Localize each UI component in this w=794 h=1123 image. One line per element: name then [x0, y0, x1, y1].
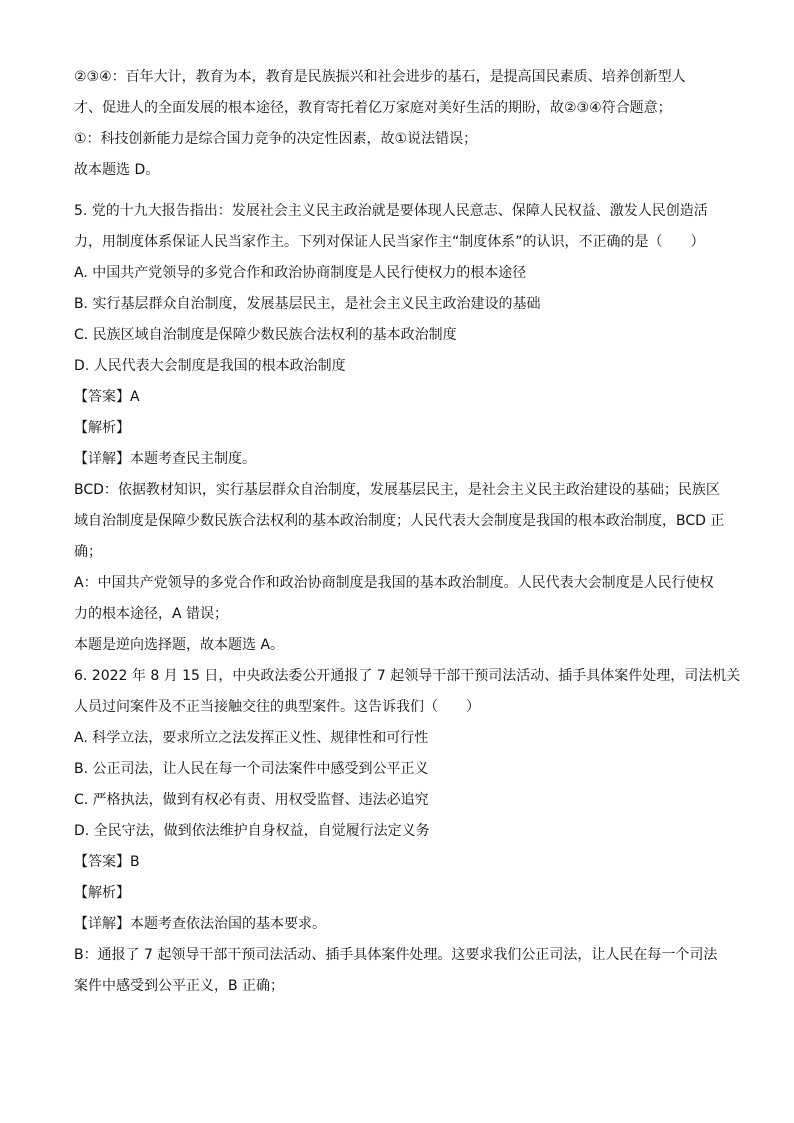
question-stem-line: 人员过问案件及不正当接触交往的典型案件。这告诉我们（ ）	[74, 699, 480, 715]
detail-label: 【详解】本题考查民主制度。	[74, 451, 256, 467]
explanation-line: 才、促进人的全面发展的根本途径，教育寄托着亿万家庭对美好生活的期盼，故②③④符合题意；	[74, 100, 672, 116]
question-stem-line: 5. 党的十九大报告指出：发展社会主义民主政治就是要体现人民意志、保障人民权益、激发人民创造活	[74, 203, 708, 219]
option-c: C. 严格执法，做到有权必有责、用权受监督、违法必追究	[74, 792, 429, 808]
explanation-line: A：中国共产党领导的多党合作和政治协商制度是我国的基本政治制度。人民代表大会制度是人民行使权	[74, 575, 714, 591]
question-5	[74, 196, 724, 661]
explanation-line: 本题是逆向选择题，故本题选 A。	[74, 637, 285, 653]
option-b: B. 实行基层群众自治制度，发展基层民主，是社会主义民主政治建设的基础	[74, 296, 541, 312]
analysis-label: 【解析】	[74, 420, 130, 436]
explanation-line: 确；	[74, 544, 102, 560]
question-stem-line: 力，用制度体系保证人民当家作主。下列对保证人民当家作主“制度体系”的认识，不正确的是（ ）	[74, 234, 705, 250]
explanation-line: B：通报了 7 起领导干部干预司法活动、插手具体案件处理。这要求我们公正司法，让人民在每一个司法	[74, 947, 718, 963]
answer-label: 【答案】B	[74, 854, 140, 870]
option-a: A. 中国共产党领导的多党合作和政治协商制度是人民行使权力的根本途径	[74, 265, 527, 281]
detail-label: 【详解】本题考查依法治国的基本要求。	[74, 916, 326, 932]
explanation-line: 故本题选 D。	[74, 162, 160, 178]
answer-label: 【答案】A	[74, 389, 140, 405]
explanation-line: 域自治制度是保障少数民族合法权利的基本政治制度；人民代表大会制度是我国的根本政治制度，BCD 正	[74, 513, 725, 529]
spacer	[74, 186, 724, 196]
explanation-line: ①：科技创新能力是综合国力竞争的决定性因素，故①说法错误；	[74, 131, 478, 147]
explanation-line: 力的根本途径，A 错误；	[74, 606, 229, 622]
explanation-line: 案件中感受到公平正义，B 正确；	[74, 978, 285, 994]
question-6	[74, 661, 741, 1002]
previous-question-explanation	[74, 62, 724, 186]
option-d: D. 全民守法，做到依法维护自身权益，自觉履行法定义务	[74, 823, 430, 839]
analysis-label: 【解析】	[74, 885, 130, 901]
explanation-line: ②③④：百年大计，教育为本，教育是民族振兴和社会进步的基石，是提高国民素质、培养创新型人	[74, 69, 686, 85]
option-d: D. 人民代表大会制度是我国的根本政治制度	[74, 358, 346, 374]
option-a: A. 科学立法，要求所立之法发挥正义性、规律性和可行性	[74, 730, 429, 746]
question-stem-line: 6. 2022 年 8 月 15 日，中央政法委公开通报了 7 起领导干部干预司法活动、插手具体案件处理，司法机关	[74, 668, 741, 684]
option-c: C. 民族区域自治制度是保障少数民族合法权利的基本政治制度	[74, 327, 457, 343]
explanation-line: BCD：依据教材知识，实行基层群众自治制度，发展基层民主，是社会主义民主政治建设的基础；民族区	[74, 482, 720, 498]
option-b: B. 公正司法，让人民在每一个司法案件中感受到公平正义	[74, 761, 429, 777]
document-page	[74, 62, 741, 1002]
